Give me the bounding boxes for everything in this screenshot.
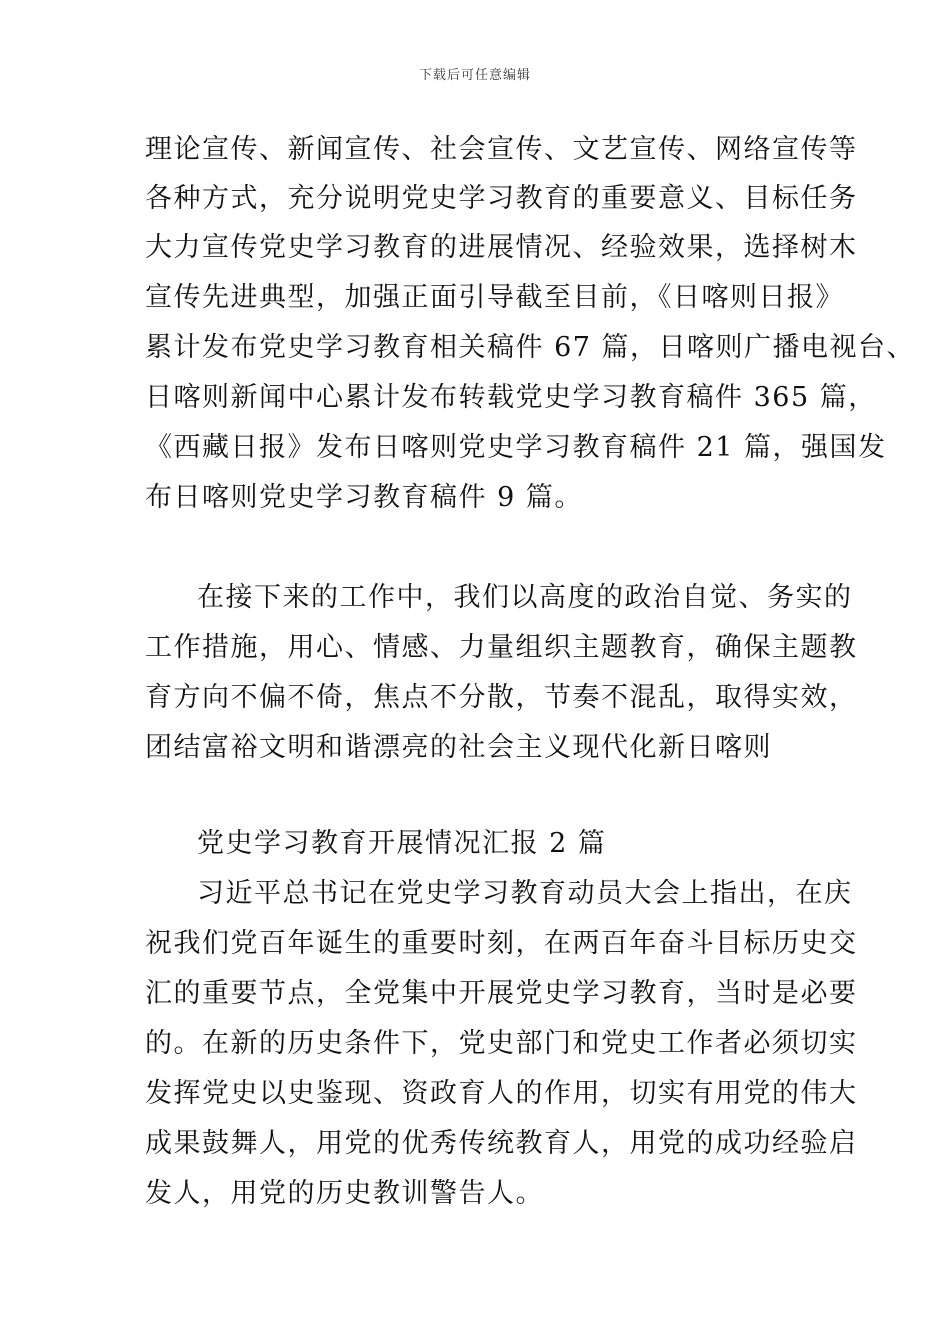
paragraph-3-line-3: 汇的重要节点，全党集中开展党史学习教育，当时是必要	[145, 978, 858, 1009]
paragraph-1-line-7: 《西藏日报》发布日喀则党史学习教育稿件 21 篇，强国发	[145, 432, 887, 463]
paragraph-2-line-2: 工作措施，用心、情感、力量组织主题教育，确保主题教	[145, 632, 858, 663]
paragraph-3-line-5: 发挥党史以史鉴现、资政育人的作用，切实有用党的伟大	[145, 1078, 858, 1109]
paragraph-1-line-3: 大力宣传党史学习教育的进展情况、经验效果，选择树木	[145, 232, 858, 263]
paragraph-1-line-8: 布日喀则党史学习教育稿件 9 篇。	[145, 482, 583, 513]
section-heading: 党史学习教育开展情况汇报 2 篇	[197, 828, 607, 859]
paragraph-1-line-4: 宣传先进典型，加强正面引导截至目前，《日喀则日报》	[145, 282, 844, 313]
page-header-note: 下载后可任意编辑	[418, 68, 531, 83]
paragraph-3-line-4: 的。在新的历史条件下，党史部门和党史工作者必须切实	[145, 1028, 858, 1059]
paragraph-3-line-6: 成果鼓舞人，用党的优秀传统教育人，用党的成功经验启	[145, 1128, 858, 1159]
paragraph-2-line-1: 在接下来的工作中，我们以高度的政治自觉、务实的	[197, 582, 853, 613]
paragraph-1-line-6: 日喀则新闻中心累计发布转载党史学习教育稿件 365 篇，	[145, 382, 877, 413]
paragraph-3-line-1: 习近平总书记在党史学习教育动员大会上指出，在庆	[197, 878, 853, 909]
paragraph-1-line-1: 理论宣传、新闻宣传、社会宣传、文艺宣传、网络宣传等	[145, 134, 858, 165]
paragraph-2-line-4: 团结富裕文明和谐漂亮的社会主义现代化新日喀则	[145, 732, 772, 763]
paragraph-3-line-2: 祝我们党百年诞生的重要时刻，在两百年奋斗目标历史交	[145, 928, 858, 959]
paragraph-1-line-2: 各种方式，充分说明党史学习教育的重要意义、目标任务	[145, 183, 858, 214]
paragraph-1-line-5: 累计发布党史学习教育相关稿件 67 篇，日喀则广播电视台、	[145, 332, 916, 363]
paragraph-3-line-7: 发人，用党的历史教训警告人。	[145, 1178, 544, 1209]
paragraph-2-line-3: 育方向不偏不倚，焦点不分散，节奏不混乱，取得实效，	[145, 682, 858, 713]
